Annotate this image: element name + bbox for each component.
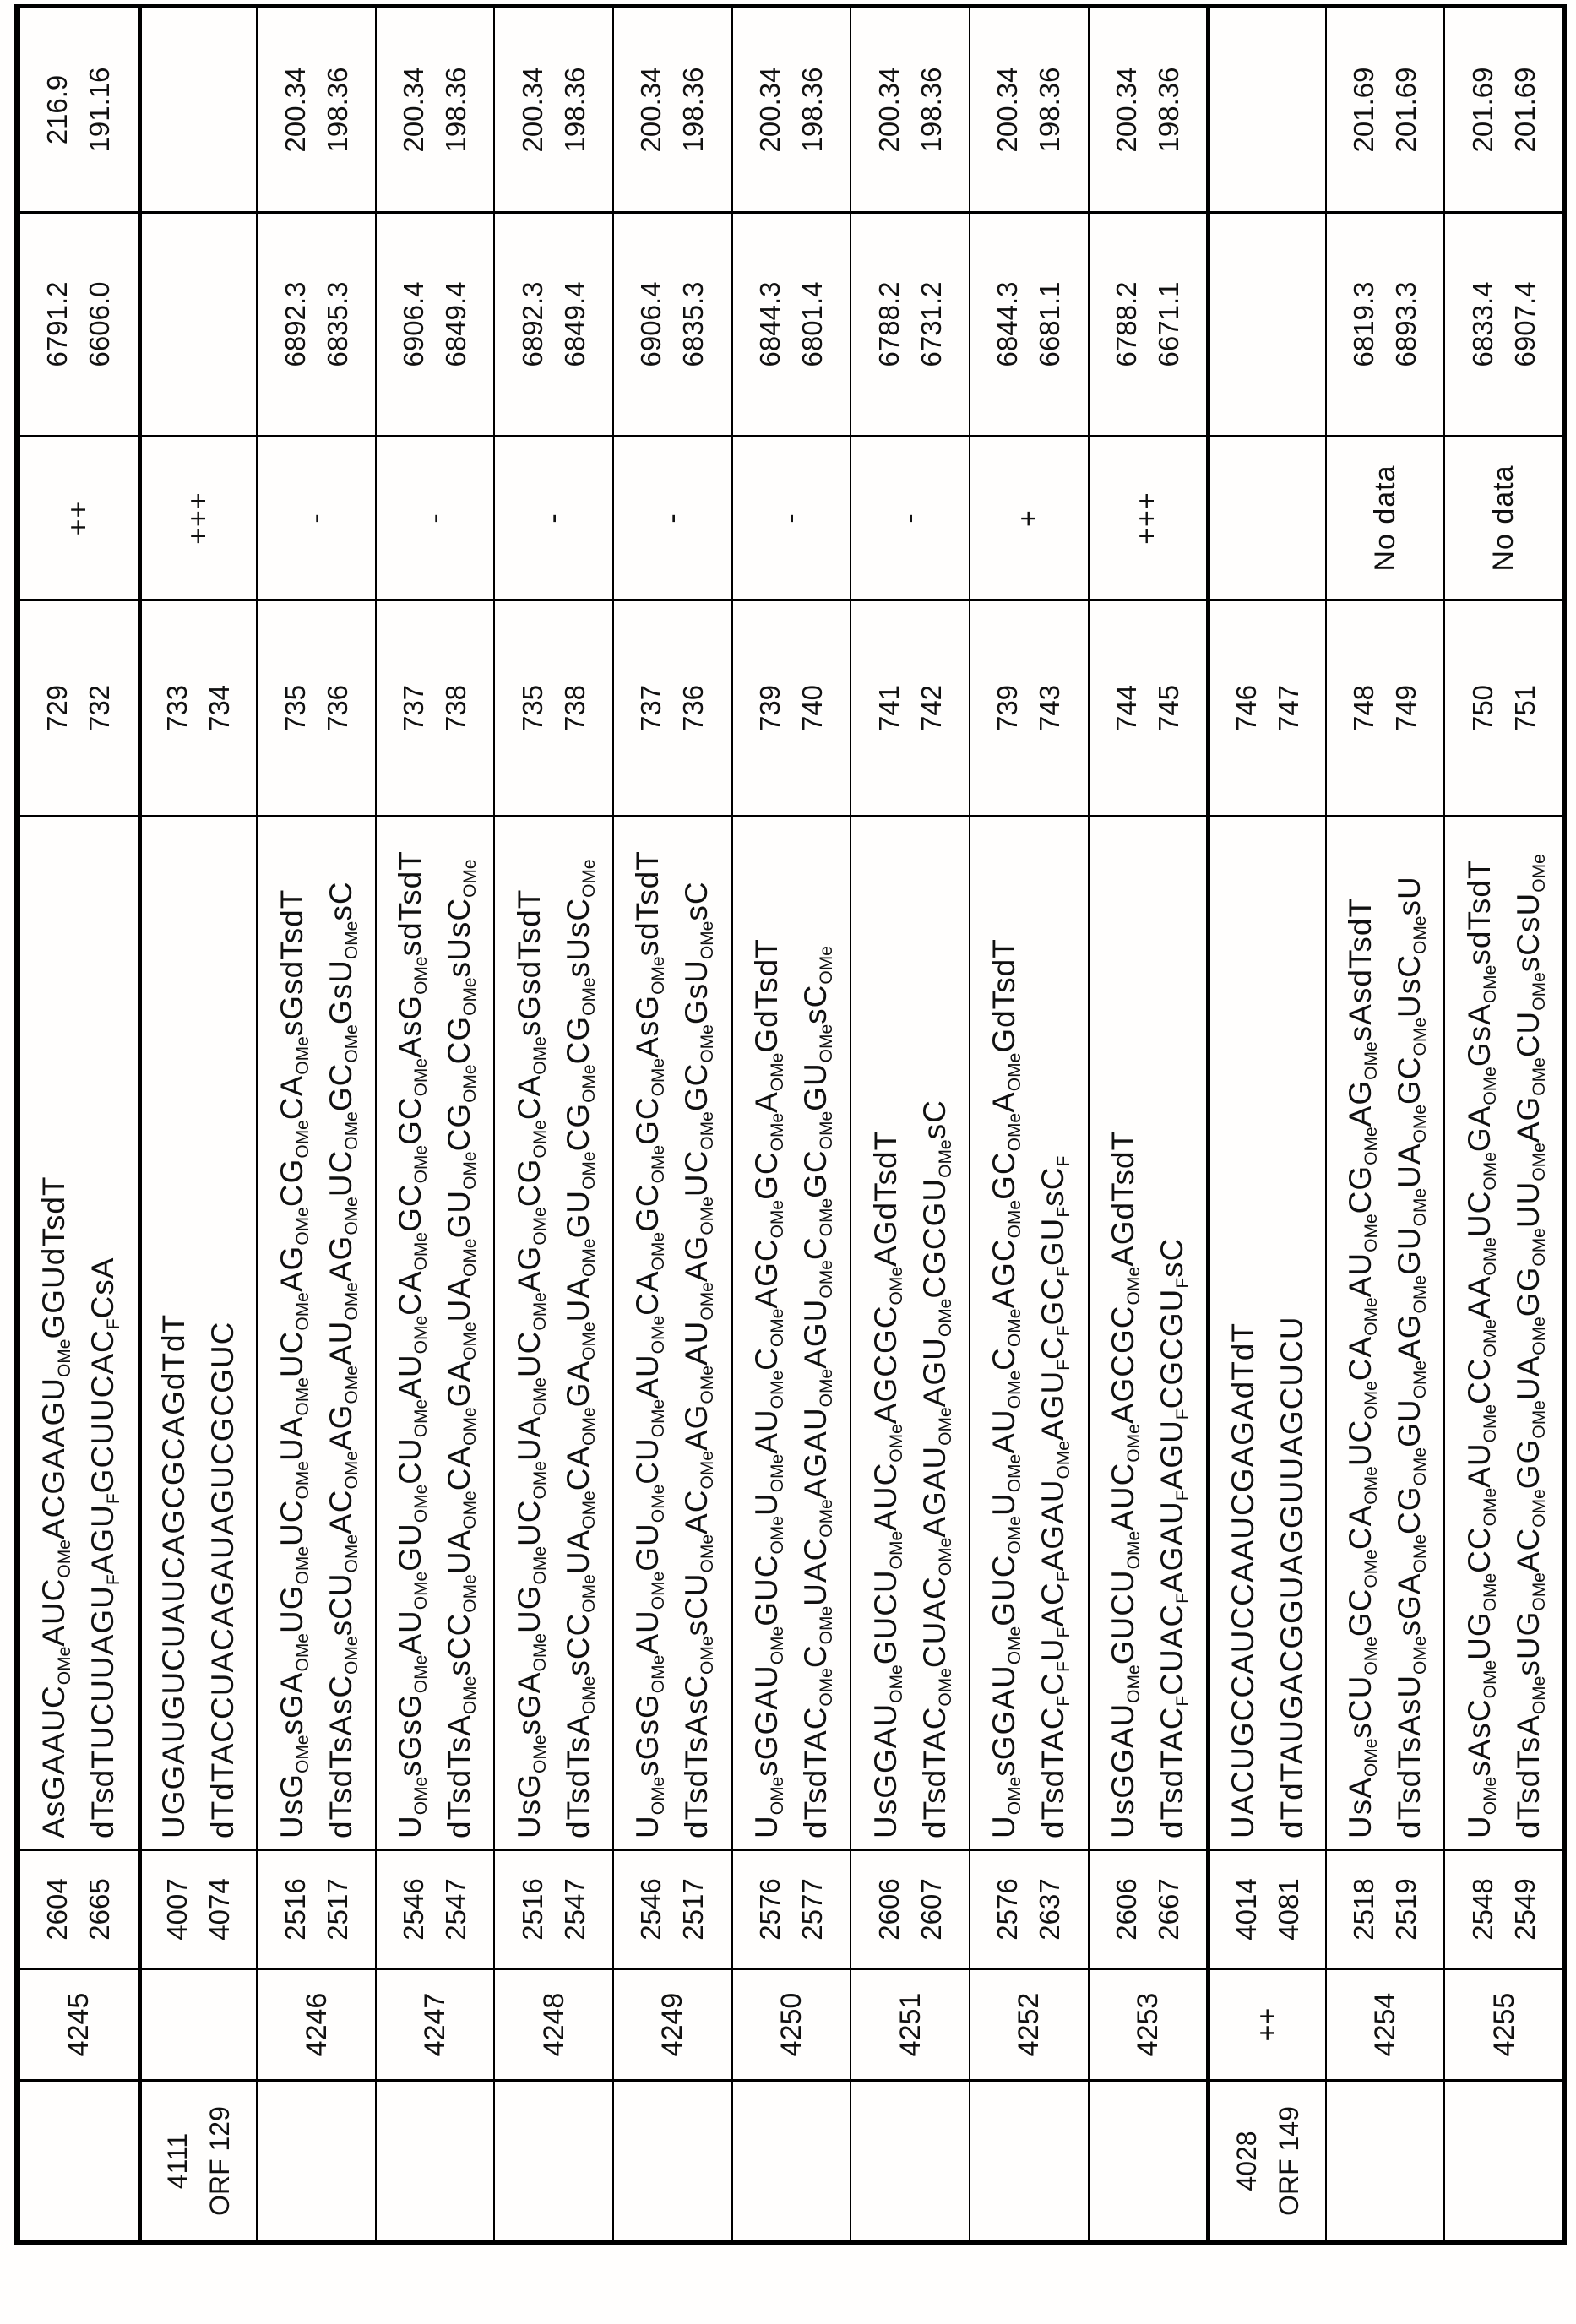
antisense-sequence: $dTsdTsA_{OMe}sCC_{OMe}UA_{OMe}CA_{OMe}GA_{OMe}UA_{OMe}GU_{OMe}CG_{OMe}CG_{OMe}sUsC_{OMe}$ (442, 859, 481, 1838)
duplex-cell (138, 1970, 257, 2082)
seq-id-no-cell (1206, 601, 1325, 817)
sequence-cell (731, 817, 850, 1851)
sense-strand-id: 2606 (1110, 1878, 1142, 1941)
duplex-cell (1088, 1970, 1207, 2082)
antisense-sequence: $dTsdTsAsC_{OMe}sCU_{OMe}AC_{OMe}AG_{OMe}AU_{OMe}AG_{OMe}UC_{OMe}GC_{OMe}GsU_{OMe}sC$ (323, 881, 361, 1838)
sense-conc: 200.34 (516, 67, 548, 153)
activity-cell (1206, 437, 1325, 601)
antisense-strand-id: 2547 (558, 1878, 590, 1941)
sense-conc: 201.69 (1348, 67, 1380, 153)
sense-conc: 200.34 (872, 67, 905, 153)
strand-id-cell (19, 1851, 138, 1970)
conc-cell (1325, 8, 1444, 214)
mw-cell (256, 214, 375, 437)
antisense-sequence: $dTsdTsAsC_{OMe}sCU_{OMe}AC_{OMe}AG_{OMe}AU_{OMe}AG_{OMe}UC_{OMe}GC_{OMe}GsU_{OMe}sC$ (679, 881, 718, 1838)
antisense-sequence: $dTsdTAC_{OMe}C_{OMe}UAC_{OMe}AGAU_{OMe}AGU_{OMe}C_{OMe}GC_{OMe}GU_{OMe}sC_{OMe}$ (797, 946, 836, 1838)
antisense-strand-id: 2519 (1390, 1878, 1422, 1941)
orf-cell (493, 2082, 612, 2240)
strand-id-cell (969, 1851, 1088, 1970)
sense-seq-id-no: 739 (753, 684, 785, 732)
seq-id-no-cell (850, 601, 969, 817)
antisense-seq-id-no: 736 (677, 684, 709, 732)
sequence-cell (1325, 817, 1444, 1851)
seq-id-no-cell (612, 601, 731, 817)
duplex-cell (1325, 1970, 1444, 2082)
sense-strand-id: 4007 (161, 1878, 193, 1941)
duplex-number: 4248 (537, 1992, 570, 2057)
conc-cell (612, 8, 731, 214)
antisense-mw: 6907.4 (1508, 281, 1541, 367)
antisense-mw: 6849.4 (440, 281, 472, 367)
duplex-number: 4252 (1013, 1992, 1046, 2057)
orf-cell (1206, 2082, 1325, 2240)
sense-seq-id-no: 733 (161, 684, 193, 732)
seq-id-no-cell (731, 601, 850, 817)
antisense-seq-id-no: 742 (915, 684, 947, 732)
sense-seq-id-no: 750 (1466, 684, 1498, 732)
conc-cell (19, 8, 138, 214)
activity-cell: No data (1325, 437, 1444, 601)
duplex-cell (850, 1970, 969, 2082)
sequence-cell (19, 817, 138, 1851)
antisense-mw: 6671.1 (1152, 281, 1184, 367)
conc-cell (138, 8, 257, 214)
antisense-mw: 6835.3 (321, 281, 353, 367)
sense-seq-id-no: 737 (635, 684, 667, 732)
antisense-conc: 201.69 (1508, 67, 1541, 153)
sequence-cell (256, 817, 375, 1851)
sense-mw: 6906.4 (635, 281, 667, 367)
sense-strand-id: 2546 (398, 1878, 430, 1941)
antisense-conc: 201.69 (1390, 67, 1422, 153)
mw-cell (612, 214, 731, 437)
mw-cell (969, 214, 1088, 437)
orf-cell (19, 2082, 138, 2240)
conc-cell (1206, 8, 1325, 214)
duplex-cell (375, 1970, 494, 2082)
antisense-strand-id: 2549 (1508, 1878, 1541, 1941)
sense-conc: 200.34 (753, 67, 785, 153)
sequence-cell (969, 817, 1088, 1851)
mw-cell (850, 214, 969, 437)
antisense-strand-id: 2547 (440, 1878, 472, 1941)
activity-cell: - (493, 437, 612, 601)
antisense-sequence: $dTsdTAC_{OMe}CUAC_{OMe}AGAU_{OMe}AGU_{OMe}CGCGU_{OMe}sC$ (916, 1100, 955, 1838)
duplex-number: 4253 (1131, 1992, 1164, 2057)
antisense-sequence: $dTsdTUCUUAGU_FAGU_FGCUUCAC_FCsA$ (85, 1257, 124, 1838)
sense-sequence: $U_{OMe}sGsG_{OMe}AU_{OMe}GU_{OMe}CU_{OMe}AU_{OMe}CA_{OMe}GC_{OMe}GC_{OMe}AsG_{OMe}sdTsdT$ (393, 850, 432, 1838)
antisense-mw: 6849.4 (558, 281, 590, 367)
sense-seq-id-no: 748 (1348, 684, 1380, 732)
sequence-cell (1088, 817, 1207, 1851)
duplex-number: ++ (1251, 2007, 1284, 2042)
sense-mw: 6819.3 (1348, 281, 1380, 367)
sense-strand-id: 2516 (516, 1878, 548, 1941)
sense-strand-id: 2606 (872, 1878, 905, 1941)
activity-cell: - (375, 437, 494, 601)
antisense-conc: 198.36 (558, 67, 590, 153)
mw-cell (731, 214, 850, 437)
orf-gene-id: 4111 (162, 2132, 193, 2190)
sense-mw: 6892.3 (279, 281, 311, 367)
mw-cell (1206, 214, 1325, 437)
sense-seq-id-no: 735 (279, 684, 311, 732)
sense-strand-id: 4014 (1230, 1878, 1262, 1941)
mw-cell (375, 214, 494, 437)
antisense-seq-id-no: 745 (1152, 684, 1184, 732)
antisense-seq-id-no: 740 (796, 684, 828, 732)
antisense-seq-id-no: 743 (1034, 684, 1066, 732)
conc-cell (731, 8, 850, 214)
seq-id-no-cell (256, 601, 375, 817)
orf-cell (1443, 2082, 1562, 2240)
strand-id-cell (850, 1851, 969, 1970)
seq-id-no-cell (138, 601, 257, 817)
antisense-mw: 6731.2 (915, 281, 947, 367)
sense-seq-id-no: 739 (992, 684, 1024, 732)
antisense-conc: 198.36 (440, 67, 472, 153)
sense-mw: 6788.2 (872, 281, 905, 367)
activity-cell: - (612, 437, 731, 601)
sense-sequence: $UsGGAU_{OMe}GUCU_{OMe}AUC_{OMe}AGCGC_{OMe}AGdTsdT$ (867, 1130, 906, 1838)
sense-strand-id: 2518 (1348, 1878, 1380, 1941)
sense-conc: 200.34 (635, 67, 667, 153)
antisense-mw: 6893.3 (1390, 281, 1422, 367)
duplex-number: 4249 (656, 1992, 689, 2057)
seq-id-no-cell (375, 601, 494, 817)
antisense-seq-id-no: 736 (321, 684, 353, 732)
seq-id-no-cell (1325, 601, 1444, 817)
duplex-number: 4250 (774, 1992, 807, 2057)
orf-label: ORF 149 (1273, 2106, 1304, 2216)
antisense-sequence: $dTsdTsA_{OMe}sUG_{OMe}AC_{OMe}GG_{OMe}UA_{OMe}GG_{OMe}UU_{OMe}AG_{OMe}CU_{OMe}sCsU_{OMe}$ (1510, 854, 1549, 1838)
antisense-seq-id-no: 738 (558, 684, 590, 732)
sense-sequence: $UsG_{OMe}sGA_{OMe}UG_{OMe}UC_{OMe}UA_{OMe}UC_{OMe}AG_{OMe}CG_{OMe}CA_{OMe}sGsdTsdT$ (511, 888, 550, 1838)
sense-seq-id-no: 741 (872, 684, 905, 732)
antisense-strand-id: 4081 (1272, 1878, 1304, 1941)
antisense-strand-id: 2607 (915, 1878, 947, 1941)
sense-mw: 6892.3 (516, 281, 548, 367)
antisense-sequence: $dTsdTsA_{OMe}sCC_{OMe}UA_{OMe}CA_{OMe}GA_{OMe}UA_{OMe}GU_{OMe}CG_{OMe}CG_{OMe}sUsC_{OMe}$ (560, 859, 599, 1838)
strand-id-cell (1088, 1851, 1207, 1970)
orf-cell (138, 2082, 257, 2240)
orf-cell (1325, 2082, 1444, 2240)
sense-mw: 6791.2 (41, 281, 73, 367)
antisense-strand-id: 2517 (677, 1878, 709, 1941)
sense-conc: 200.34 (279, 67, 311, 153)
sequence-cell (138, 817, 257, 1851)
sense-sequence: UACUGCCAUCCAAUCGAGAdTdT (1225, 1322, 1260, 1838)
antisense-seq-id-no: 751 (1508, 684, 1541, 732)
sense-seq-id-no: 735 (516, 684, 548, 732)
antisense-seq-id-no: 732 (84, 684, 116, 732)
mw-cell (493, 214, 612, 437)
sense-mw: 6844.3 (992, 281, 1024, 367)
sense-sequence: $UsG_{OMe}sGA_{OMe}UG_{OMe}UC_{OMe}UA_{OMe}UC_{OMe}AG_{OMe}CG_{OMe}CA_{OMe}sGsdTsdT$ (274, 888, 312, 1838)
sense-seq-id-no: 729 (41, 684, 73, 732)
duplex-number: 4247 (419, 1992, 452, 2057)
antisense-seq-id-no: 749 (1390, 684, 1422, 732)
activity-cell: + (969, 437, 1088, 601)
sense-strand-id: 2546 (635, 1878, 667, 1941)
antisense-conc: 198.36 (1152, 67, 1184, 153)
sense-strand-id: 2604 (41, 1878, 73, 1941)
sequence-cell (1443, 817, 1562, 1851)
conc-cell (375, 8, 494, 214)
strand-id-cell (731, 1851, 850, 1970)
conc-cell (969, 8, 1088, 214)
duplex-cell (19, 1970, 138, 2082)
sense-conc: 200.34 (1110, 67, 1142, 153)
strand-id-cell (1443, 1851, 1562, 1970)
strand-id-cell (138, 1851, 257, 1970)
oligo-table (14, 4, 1567, 2245)
activity-cell: +++ (1088, 437, 1207, 601)
conc-cell (493, 8, 612, 214)
orf-gene-id: 4028 (1231, 2131, 1262, 2191)
sense-mw: 6906.4 (398, 281, 430, 367)
sense-seq-id-no: 737 (398, 684, 430, 732)
duplex-cell (493, 1970, 612, 2082)
sense-sequence: $U_{OMe}sGGAU_{OMe}GUC_{OMe}U_{OMe}AU_{OMe}C_{OMe}AGC_{OMe}GC_{OMe}A_{OMe}GdTsdT$ (748, 938, 787, 1838)
sense-conc: 201.69 (1466, 67, 1498, 153)
sense-strand-id: 2548 (1466, 1878, 1498, 1941)
sequence-cell (375, 817, 494, 1851)
conc-cell (1443, 8, 1562, 214)
orf-cell (1088, 2082, 1207, 2240)
mw-cell (1325, 214, 1444, 437)
duplex-number: 4251 (894, 1992, 927, 2057)
antisense-conc: 198.36 (915, 67, 947, 153)
orf-cell (375, 2082, 494, 2240)
orf-cell (612, 2082, 731, 2240)
mw-cell (1088, 214, 1207, 437)
sense-sequence: $UsA_{OMe}sCU_{OMe}GC_{OMe}CA_{OMe}UC_{OMe}CA_{OMe}AU_{OMe}CG_{OMe}AG_{OMe}sAsdTsdT$ (1343, 897, 1382, 1838)
mw-cell (138, 214, 257, 437)
sense-mw: 6788.2 (1110, 281, 1142, 367)
sense-seq-id-no: 744 (1110, 684, 1142, 732)
orf-cell (256, 2082, 375, 2240)
antisense-strand-id: 2637 (1034, 1878, 1066, 1941)
sense-mw: 6844.3 (753, 281, 785, 367)
sequence-cell (493, 817, 612, 1851)
antisense-sequence: $dTsdTsAsU_{OMe}sGA_{OMe}CG_{OMe}GU_{OMe}AG_{OMe}GU_{OMe}UA_{OMe}GC_{OMe}UsC_{OMe}sU$ (1392, 876, 1431, 1838)
strand-id-cell (1325, 1851, 1444, 1970)
duplex-cell (612, 1970, 731, 2082)
duplex-number: 4255 (1487, 1992, 1520, 2057)
antisense-conc: 191.16 (84, 67, 116, 153)
sense-strand-id: 2516 (279, 1878, 311, 1941)
sense-conc: 200.34 (398, 67, 430, 153)
conc-cell (256, 8, 375, 214)
seq-id-no-cell (19, 601, 138, 817)
duplex-number: 4245 (62, 1992, 95, 2057)
antisense-strand-id: 2667 (1152, 1878, 1184, 1941)
antisense-strand-id: 2517 (321, 1878, 353, 1941)
duplex-number: 4254 (1369, 1992, 1402, 2057)
antisense-mw: 6801.4 (796, 281, 828, 367)
antisense-conc: 198.36 (796, 67, 828, 153)
sense-strand-id: 2576 (753, 1878, 785, 1941)
antisense-seq-id-no: 738 (440, 684, 472, 732)
sense-mw: 6833.4 (1466, 281, 1498, 367)
antisense-seq-id-no: 747 (1272, 684, 1304, 732)
conc-cell (850, 8, 969, 214)
antisense-conc: 198.36 (677, 67, 709, 153)
sense-seq-id-no: 746 (1230, 684, 1262, 732)
sense-sequence: UGGAUGUCUAUCAGCGCAGdTdT (156, 1313, 192, 1838)
sense-strand-id: 2576 (992, 1878, 1024, 1941)
sense-conc: 216.9 (41, 74, 73, 145)
strand-id-cell (1206, 1851, 1325, 1970)
sense-sequence: $U_{OMe}sGsG_{OMe}AU_{OMe}GU_{OMe}CU_{OMe}AU_{OMe}CA_{OMe}GC_{OMe}GC_{OMe}AsG_{OMe}sdTsdT$ (630, 850, 669, 1838)
sense-sequence: $U_{OMe}sAsC_{OMe}UG_{OMe}CC_{OMe}AU_{OMe}CC_{OMe}AA_{OMe}UC_{OMe}GA_{OMe}GsA_{OMe}sdTsdT$ (1461, 859, 1500, 1838)
duplex-cell (969, 1970, 1088, 2082)
sense-sequence: $UsGGAU_{OMe}GUCU_{OMe}AUC_{OMe}AGCGC_{OMe}AGdTsdT$ (1105, 1130, 1144, 1838)
sense-sequence: $AsGAAUC_{OMe}AUC_{OMe}ACGAAGU_{OMe}GGUdTsdT$ (36, 1176, 75, 1838)
activity-cell: - (850, 437, 969, 601)
antisense-mw: 6606.0 (84, 281, 116, 367)
antisense-mw: 6681.1 (1034, 281, 1066, 367)
antisense-strand-id: 4074 (204, 1878, 236, 1941)
strand-id-cell (493, 1851, 612, 1970)
duplex-cell (256, 1970, 375, 2082)
activity-cell: - (256, 437, 375, 601)
antisense-sequence: dTdTACCUACAGAUAGUCGCGUC (205, 1321, 241, 1838)
seq-id-no-cell (493, 601, 612, 817)
sequence-cell (612, 817, 731, 1851)
orf-cell (731, 2082, 850, 2240)
antisense-conc: 198.36 (321, 67, 353, 153)
mw-cell (1443, 214, 1562, 437)
sense-conc: 200.34 (992, 67, 1024, 153)
seq-id-no-cell (969, 601, 1088, 817)
activity-cell: - (731, 437, 850, 601)
duplex-cell (1206, 1970, 1325, 2082)
sequence-cell (850, 817, 969, 1851)
seq-id-no-cell (1088, 601, 1207, 817)
antisense-strand-id: 2665 (84, 1878, 116, 1941)
activity-cell: ++ (19, 437, 138, 601)
antisense-mw: 6835.3 (677, 281, 709, 367)
sense-sequence: $U_{OMe}sGGAU_{OMe}GUC_{OMe}U_{OMe}AU_{OMe}C_{OMe}AGC_{OMe}GC_{OMe}A_{OMe}GdTsdT$ (986, 938, 1025, 1838)
mw-cell (19, 214, 138, 437)
duplex-cell (731, 1970, 850, 2082)
strand-id-cell (256, 1851, 375, 1970)
antisense-strand-id: 2577 (796, 1878, 828, 1941)
orf-cell (969, 2082, 1088, 2240)
conc-cell (1088, 8, 1207, 214)
strand-id-cell (612, 1851, 731, 1970)
duplex-cell (1443, 1970, 1562, 2082)
antisense-conc: 198.36 (1034, 67, 1066, 153)
orf-label: ORF 129 (204, 2106, 236, 2216)
antisense-sequence: $dTsdTAC_FCUAC_FAGAU_FAGU_FCGCGU_FsC$ (1154, 1237, 1193, 1838)
antisense-sequence: $dTsdTAC_FC_FU_FAC_FAGAU_{OMe}AGU_FC_FGC_FGU_FsC_F$ (1035, 1155, 1074, 1838)
strand-id-cell (375, 1851, 494, 1970)
antisense-seq-id-no: 734 (204, 684, 236, 732)
activity-cell: No data (1443, 437, 1562, 601)
orf-cell (850, 2082, 969, 2240)
sequence-cell (1206, 817, 1325, 1851)
activity-cell: +++ (138, 437, 257, 601)
antisense-sequence: dTdTAUGACGGUAGGUUAGCUCU (1274, 1316, 1309, 1838)
duplex-number: 4246 (300, 1992, 333, 2057)
seq-id-no-cell (1443, 601, 1562, 817)
